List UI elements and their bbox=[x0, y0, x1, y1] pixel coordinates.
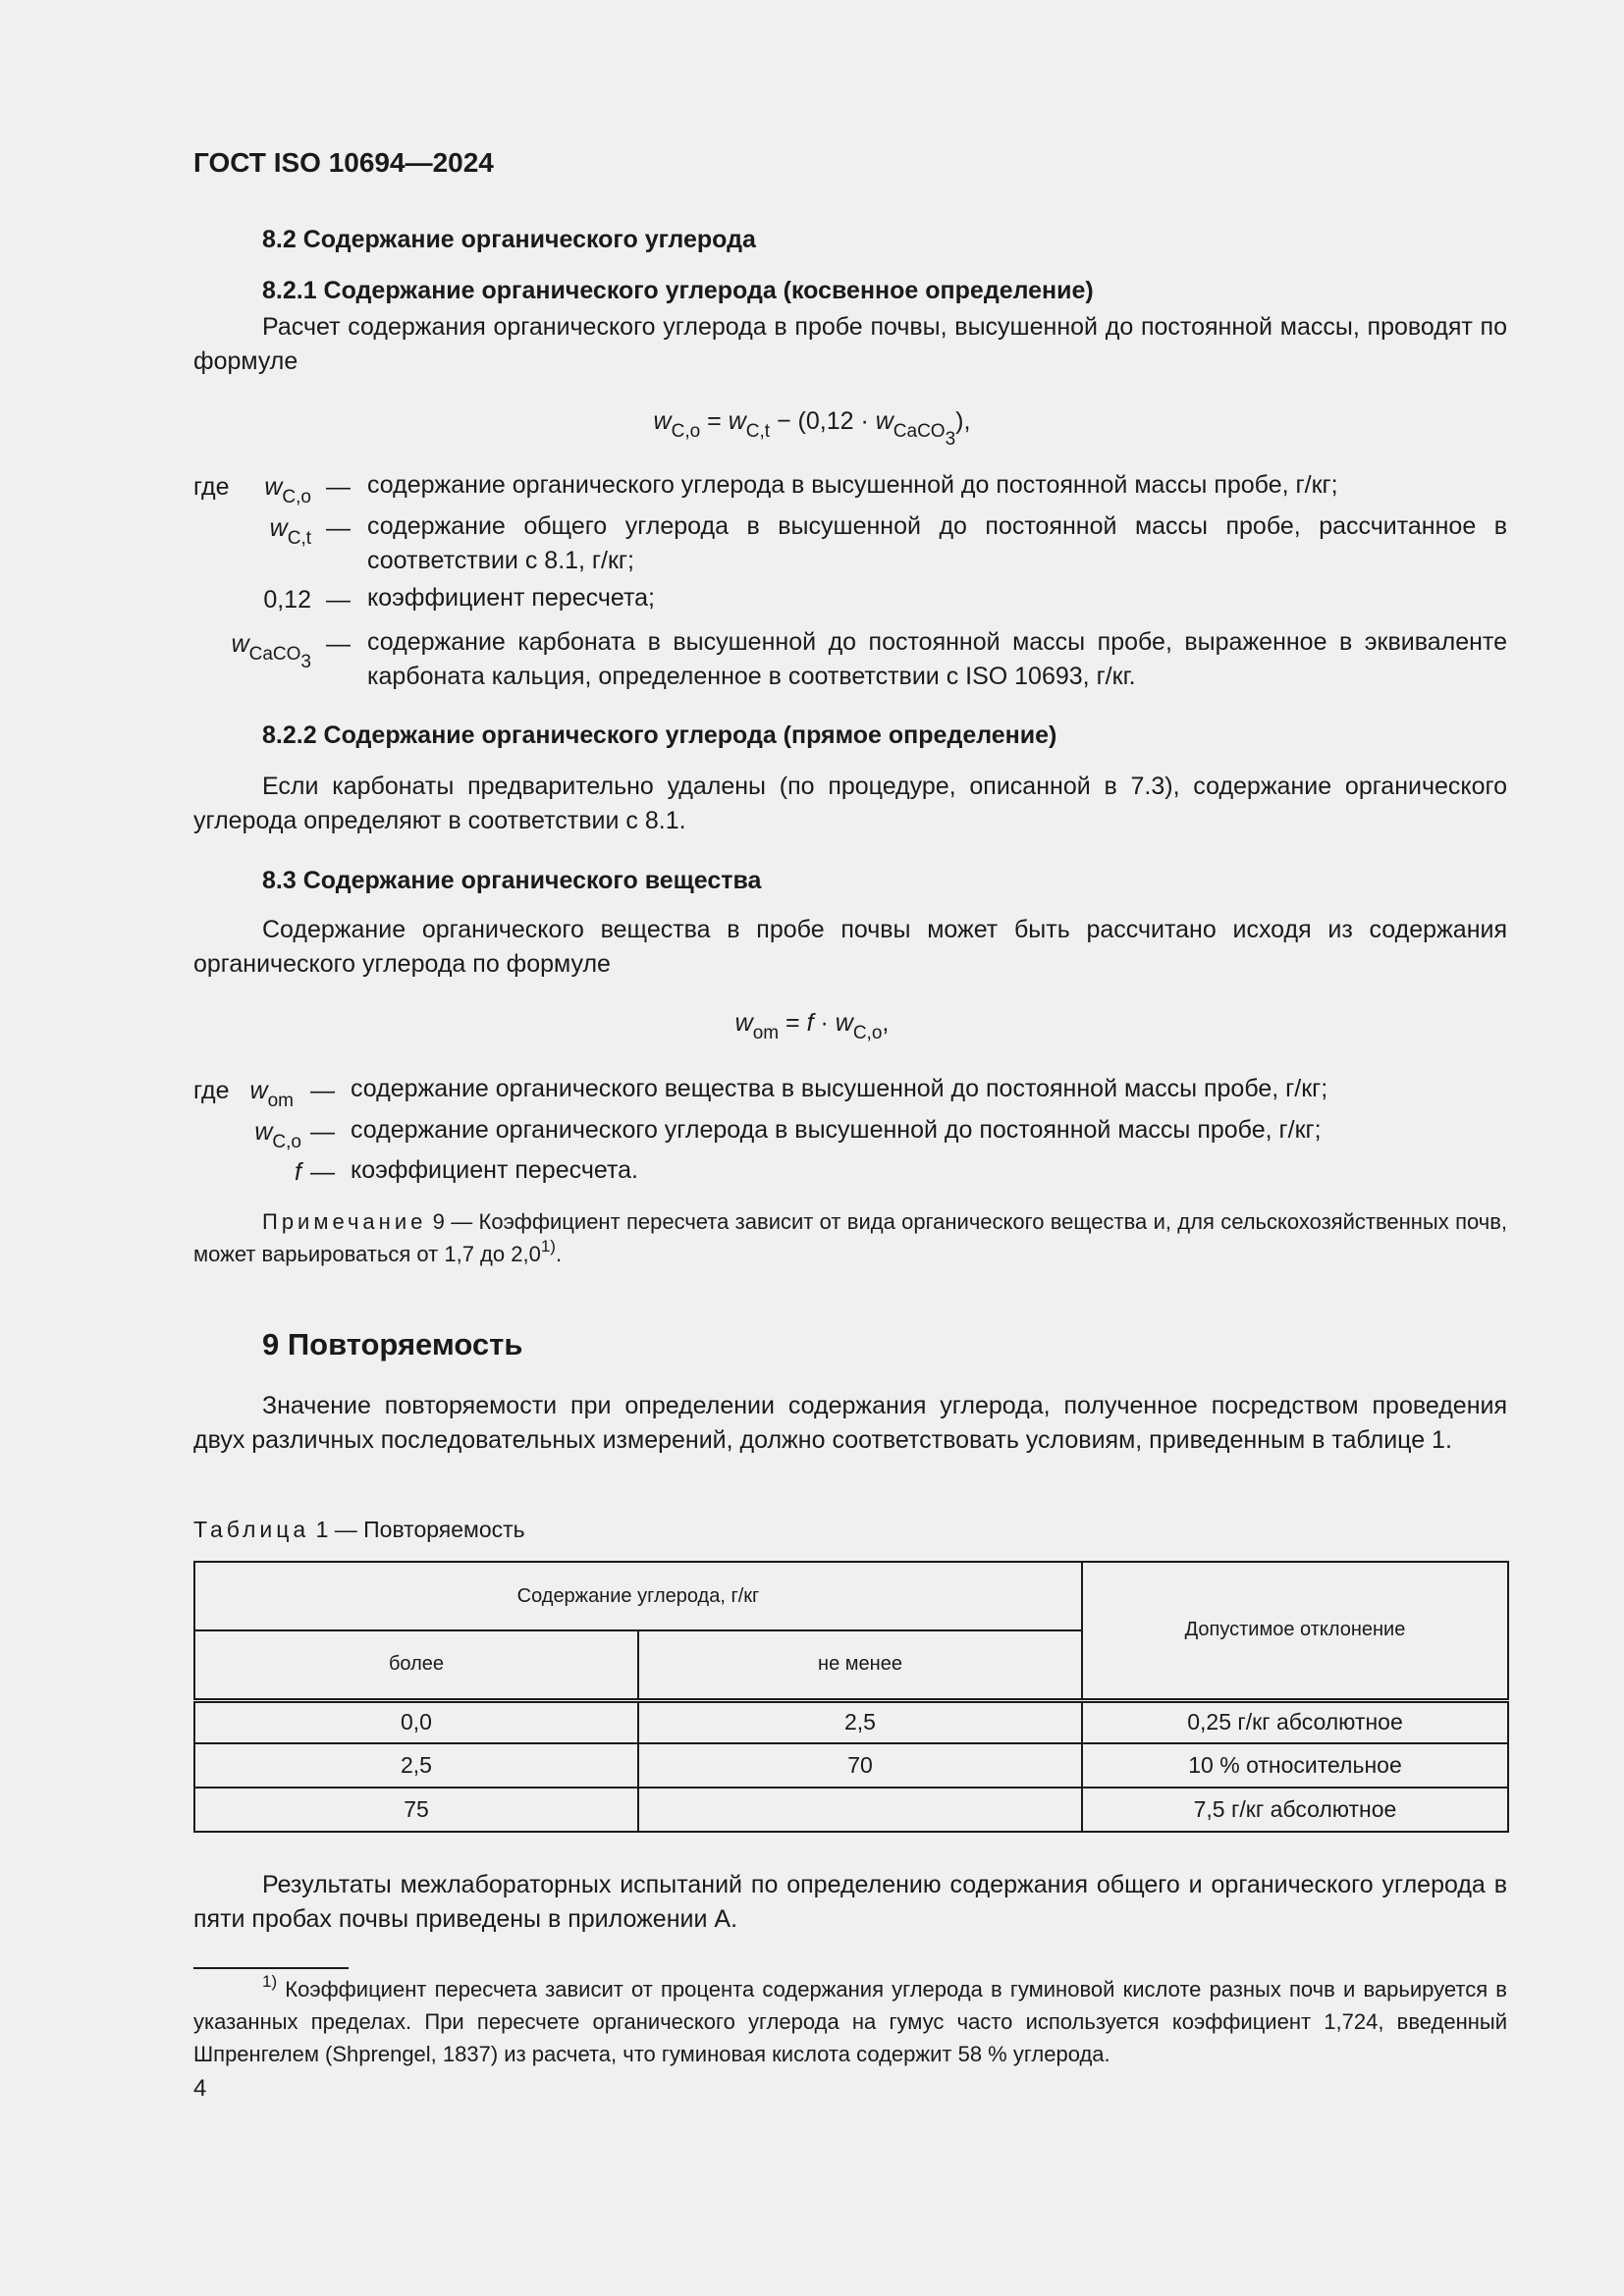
section-9-after-table: Результаты межлабораторных испытаний по определению содержания общего и органического углерода в пяти пробах почвы приведены в приложении А. bbox=[193, 1871, 1507, 1933]
table-row bbox=[194, 1743, 1508, 1788]
where-label: где bbox=[193, 1077, 230, 1104]
section-8-2-1-intro: Расчет содержания органического углерода в пробе почвы, высушенной до постоянной массы, проводят по формуле bbox=[193, 313, 1507, 375]
table-row bbox=[194, 1788, 1508, 1832]
document-header: ГОСТ ISO 10694—2024 bbox=[193, 147, 494, 178]
def-text: содержание органического вещества в высушенной до постоянной массы пробе, г/кг; bbox=[351, 1075, 1328, 1102]
table-cell: 0,25 г/кг абсолютное bbox=[1082, 1700, 1508, 1743]
def-var: $w_{C,o}$ bbox=[254, 1118, 301, 1152]
def-dash: — bbox=[310, 1158, 335, 1186]
def-text: коэффициент пересчета. bbox=[351, 1156, 638, 1184]
def-var: 0,12 bbox=[263, 586, 311, 614]
table-header-row bbox=[194, 1562, 1508, 1630]
def-dash: — bbox=[310, 1077, 335, 1104]
table-cell: 2,5 bbox=[194, 1743, 638, 1788]
def-text: коэффициент пересчета; bbox=[367, 584, 655, 612]
section-9-heading: 9 Повторяемость bbox=[262, 1327, 523, 1362]
def-text: содержание органического углерода в высушенной до постоянной массы пробе, г/кг; bbox=[351, 1116, 1322, 1144]
section-8-2-2-text: Если карбонаты предварительно удалены (по процедуре, описанной в 7.3), содержание органического углерода определяют в соответствии с 8.1. bbox=[193, 773, 1507, 834]
footnote-1: $^{1)}$ Коэффициент пересчета зависит от процента содержания углерода в гуминовой кислоте разных почв и варьируется в указанных пределах. При пересчете органического углерода на гумус часто используется коэффициент 1,724, введенный Шпренгелем (Shprengel, 1837) из расчета, что гуминовая кислота содержит 58 % углерода. bbox=[193, 1972, 1507, 2066]
def-dash: — bbox=[326, 514, 351, 542]
def-var: $w_{CaCO_3}$ bbox=[231, 630, 311, 672]
table-cell: 10 % относительное bbox=[1082, 1743, 1508, 1788]
def-text: содержание общего углерода в высушенной до постоянной массы пробе, рассчитанное в соответствии с 8.1, г/кг; bbox=[367, 512, 1507, 574]
table-caption: Таблица 1 — Повторяемость bbox=[193, 1517, 525, 1542]
table-cell: 7,5 г/кг абсолютное bbox=[1082, 1788, 1508, 1832]
table-row bbox=[194, 1700, 1508, 1743]
section-8-2-1-heading: 8.2.1 Содержание органического углерода (косвенное определение) bbox=[262, 277, 1094, 304]
section-8-2-2-heading: 8.2.2 Содержание органического углерода (прямое определение) bbox=[262, 721, 1057, 749]
formula-organic-matter: $w_{om} = f \cdot w_{C,o}$, bbox=[734, 1009, 890, 1043]
def-dash: — bbox=[326, 630, 351, 658]
section-8-3-intro: Содержание органического вещества в пробе почвы может быть рассчитано исходя из содержания органического углерода по формуле bbox=[193, 916, 1507, 978]
def-dash: — bbox=[310, 1118, 335, 1146]
def-var: $w_{om}$ bbox=[249, 1077, 294, 1111]
section-9-text: Значение повторяемости при определении содержания углерода, полученное посредством проведения двух различных последовательных измерений, должно соответствовать условиям, приведенным в таблице 1. bbox=[193, 1392, 1507, 1454]
def-var: f bbox=[295, 1158, 301, 1186]
footnote-separator bbox=[193, 1967, 349, 1969]
header-more: более bbox=[194, 1630, 638, 1700]
where-label: где bbox=[193, 473, 230, 501]
header-not-less: не менее bbox=[638, 1630, 1082, 1700]
header-deviation: Допустимое отклонение bbox=[1082, 1562, 1508, 1700]
table-cell: 75 bbox=[194, 1788, 638, 1832]
table-cell bbox=[638, 1788, 1082, 1832]
def-var: $w_{C,o}$ bbox=[264, 473, 311, 507]
formula-organic-carbon: $w_{C,o} = w_{C,t} - (0,12 \cdot w_{CaCO_3})$, bbox=[653, 407, 971, 450]
def-dash: — bbox=[326, 586, 351, 614]
note-9: Примечание 9 — Коэффициент пересчета зависит от вида органического вещества и, для сельскохозяйственных почв, может варьироваться от 1,7 до 2,0$^{1)}$. bbox=[193, 1209, 1507, 1266]
section-8-2-heading: 8.2 Содержание органического углерода bbox=[262, 226, 756, 253]
def-dash: — bbox=[326, 473, 351, 501]
page-number: 4 bbox=[193, 2075, 207, 2102]
section-8-3-heading: 8.3 Содержание органического вещества bbox=[262, 867, 762, 894]
def-text: содержание органического углерода в высушенной до постоянной массы пробе, г/кг; bbox=[367, 471, 1338, 499]
def-text: содержание карбоната в высушенной до постоянной массы пробе, выраженное в эквиваленте карбоната кальция, определенное в соответствии с ISO 10693, г/кг. bbox=[367, 628, 1507, 690]
table-cell: 70 bbox=[638, 1743, 1082, 1788]
repeatability-table bbox=[193, 1561, 1509, 1833]
header-carbon-content: Содержание углерода, г/кг bbox=[194, 1562, 1082, 1630]
def-var: $w_{C,t}$ bbox=[269, 514, 311, 549]
table-cell: 0,0 bbox=[194, 1700, 638, 1743]
table-cell: 2,5 bbox=[638, 1700, 1082, 1743]
